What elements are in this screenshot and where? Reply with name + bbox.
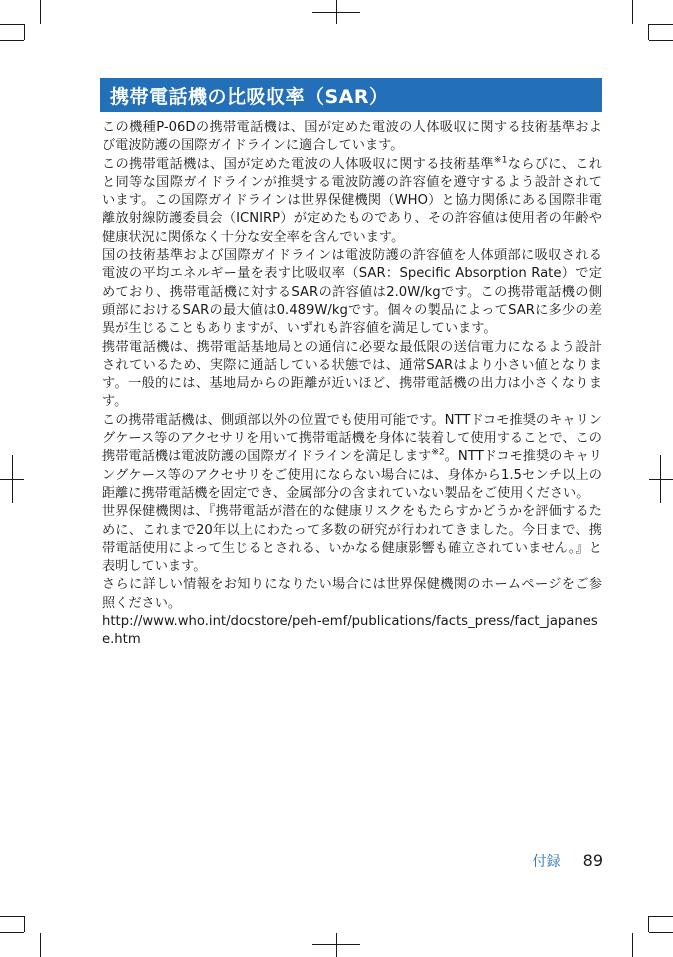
crop-mark	[0, 24, 24, 25]
crop-mark	[0, 40, 24, 41]
crop-mark	[632, 933, 633, 957]
crop-mark	[648, 916, 649, 932]
crop-mark	[649, 479, 673, 480]
paragraph: 世界保健機関は、『携帯電話が潜在的な健康リスクをもたらすかどうかを評価するために、これまで20年以上にわたって多数の研究が行われてきました。今日まで、携帯電話使用によって生じるとされる、いかなる健康影響も確立されていません。』と表明しています。	[102, 504, 602, 575]
paragraph: 携帯電話機は、携帯電話基地局との通信に必要な最低限の送信電力になるよう設計されているため、実際に通話している状態では、通常SARはより小さい値となります。一般的には、基地局からの距離が近いほど、携帯電話機の出力は小さくなります。	[102, 339, 602, 410]
crop-mark	[649, 40, 673, 41]
body-text	[102, 119, 602, 650]
paragraph-text: この携帯電話機は、国が定めた電波の人体吸収に関する技術基準	[102, 156, 494, 172]
crop-mark	[40, 0, 41, 24]
footnote-marker: ※1	[493, 155, 508, 166]
paragraph-text: 。NTTドコモ推奨のキャリングケース等のアクセサリをご使用にならない場合には、身体から1.5センチ以上の距離に携帯電話機を固定でき、金属部分の含まれていない製品をご使用ください。	[102, 449, 602, 501]
paragraph	[102, 412, 602, 503]
crop-mark	[632, 0, 633, 24]
page-footer	[533, 851, 603, 871]
paragraph: さらに詳しい情報をお知りになりたい場合には世界保健機関のホームページをご参照ください。	[102, 577, 602, 611]
crop-mark	[649, 916, 673, 917]
who-url-link[interactable]: http://www.who.int/docstore/peh-emf/publications/facts_press/fact_japanese.htm	[102, 614, 598, 648]
paragraph: 国の技術基準および国際ガイドラインは電波防護の許容値を人体頭部に吸収される電波の平均エネルギー量を表す比吸収率（SAR：Specific Absorption Rate）で定めており、携帯電話機に対するSARの許容値は2.0W/kgです。この携帯電話機の側頭部におけるSARの最大値は0.489W/kgです。個々の製品によってSARに多少の差異が生じることもありますが、いずれも許容値を満足しています。	[102, 248, 602, 337]
paragraph	[102, 156, 602, 247]
paragraph-text: この携帯電話機は、側頭部以外の位置でも使用可能です。NTTドコモ推奨のキャリングケース等のアクセサリを用いて携帯電話機を身体に装着して使用することで、この携帯電話機は電波防護の国際ガイドラインを満足します	[102, 412, 602, 465]
crop-mark	[24, 24, 25, 40]
crop-mark	[0, 932, 24, 933]
crop-mark	[312, 944, 360, 945]
crop-mark	[649, 932, 673, 933]
crop-mark	[24, 916, 25, 932]
crop-mark	[0, 916, 24, 917]
footnote-marker: ※2	[431, 447, 445, 458]
paragraph: この機種P-06Dの携帯電話機は、国が定めた電波の人体吸収に関する技術基準および電波防護の国際ガイドラインに適合しています。	[102, 120, 602, 154]
section-title: 携帯電話機の比吸収率（SAR）	[110, 85, 389, 108]
crop-mark	[0, 479, 24, 480]
crop-mark	[40, 933, 41, 957]
page-number: 89	[582, 851, 603, 870]
footer-section-label: 付録	[532, 854, 561, 870]
crop-mark	[648, 24, 649, 40]
section-title-bar	[100, 78, 602, 112]
crop-mark	[336, 933, 337, 957]
crop-mark	[312, 12, 360, 13]
crop-mark	[649, 24, 673, 25]
paragraph-text: ならびに、これと同等な国際ガイドラインが推奨する電波防護の許容値を遵守するよう設計されています。この国際ガイドラインは世界保健機関（WHO）と協力関係にある国際非電離放射線防護委員会（ICNIRP）が定めたものであり、その許容値は使用者の年齢や健康状況に関係なく十分な安全率を含んでいます。	[102, 156, 602, 245]
